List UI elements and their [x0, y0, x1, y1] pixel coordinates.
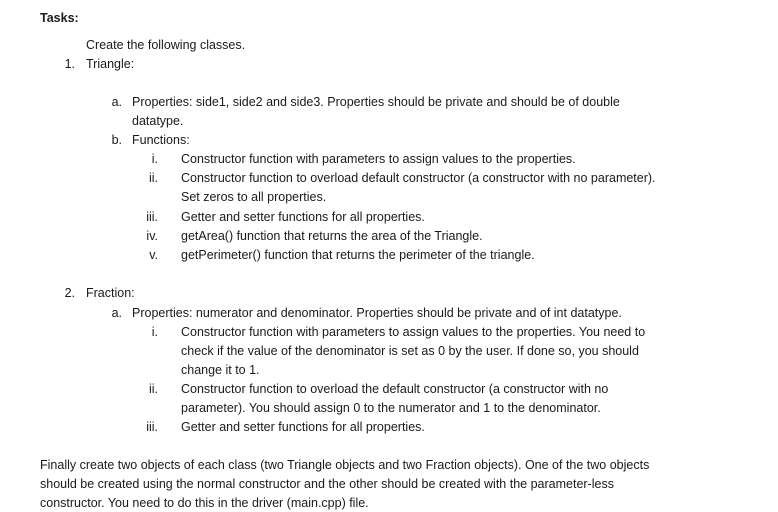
- list-marker: a.: [111, 95, 122, 109]
- fraction-properties-line: Properties: numerator and denominator. Properties should be private and of int datatype.: [132, 306, 622, 320]
- fraction-title: Fraction:: [86, 286, 135, 300]
- function-item-line: Constructor function with parameters to assign values to the properties.: [181, 152, 576, 166]
- final-paragraph-line: should be created using the normal constructor and the other should be created with the parameter-less: [40, 477, 614, 491]
- intro-text: Create the following classes.: [86, 38, 246, 52]
- fraction-item-line: Constructor function with parameters to assign values to the properties. You need to: [181, 325, 646, 339]
- triangle-properties-line: datatype.: [132, 114, 184, 128]
- function-item-line: Set zeros to all properties.: [181, 190, 327, 204]
- roman-marker: iv.: [146, 229, 158, 243]
- roman-marker: ii.: [148, 382, 158, 396]
- roman-marker: ii.: [148, 171, 158, 185]
- roman-marker: i.: [151, 325, 158, 339]
- fraction-item-line: parameter). You should assign 0 to the numerator and 1 to the denominator.: [181, 401, 601, 415]
- item-number: 2.: [64, 286, 75, 300]
- function-item-line: Getter and setter functions for all properties.: [181, 210, 425, 224]
- fraction-item-line: Constructor function to overload the default constructor (a constructor with no: [181, 382, 609, 396]
- function-item-line: getPerimeter() function that returns the perimeter of the triangle.: [181, 248, 535, 262]
- triangle-title: Triangle:: [86, 57, 135, 71]
- roman-marker: iii.: [146, 210, 158, 224]
- roman-marker: i.: [151, 152, 158, 166]
- function-item-line: getArea() function that returns the area of the Triangle.: [181, 229, 483, 243]
- triangle-properties-line: Properties: side1, side2 and side3. Properties should be private and should be of double: [132, 95, 620, 109]
- final-paragraph-line: Finally create two objects of each class (two Triangle objects and two Fraction objects). One of the two objects: [40, 458, 650, 472]
- function-item-line: Constructor function to overload default constructor (a constructor with no parameter).: [181, 171, 656, 185]
- list-marker: b.: [111, 133, 122, 147]
- roman-marker: iii.: [146, 420, 158, 434]
- triangle-functions-label: Functions:: [132, 133, 190, 147]
- tasks-heading: Tasks:: [40, 11, 79, 25]
- item-number: 1.: [64, 57, 75, 71]
- fraction-item-line: check if the value of the denominator is set as 0 by the user. If done so, you should: [181, 344, 639, 358]
- fraction-item-line: change it to 1.: [181, 363, 260, 377]
- final-paragraph-line: constructor. You need to do this in the driver (main.cpp) file.: [40, 496, 369, 510]
- roman-marker: v.: [149, 248, 158, 262]
- fraction-item-line: Getter and setter functions for all properties.: [181, 420, 425, 434]
- list-marker: a.: [111, 306, 122, 320]
